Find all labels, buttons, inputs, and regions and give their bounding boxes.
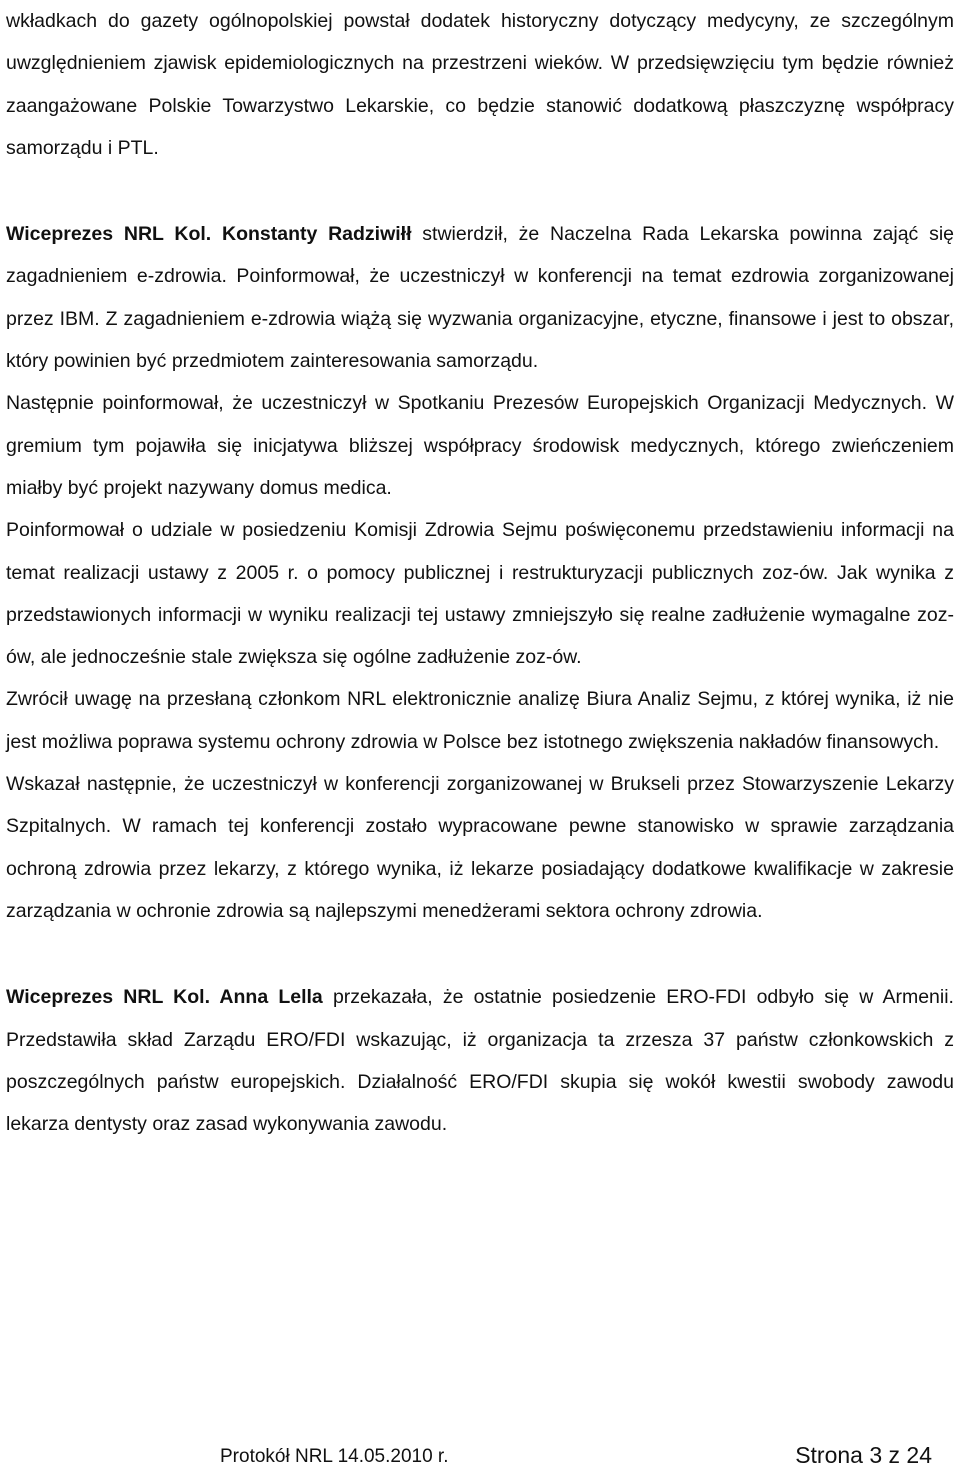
paragraph-3 (6, 382, 954, 509)
paragraph-7 (6, 976, 954, 1145)
paragraph-2-text: stwierdził, że Naczelna Rada Lekarska powinna zająć się zagadnieniem e-zdrowia. Poinformował, że uczestniczył w konferencji na temat ezdrowia zorganizowanej przez IBM. Z zagadnieniem e-zdrowia wiążą się wyzwania organizacyjne, etyczne, finansowe i jest to obszar, który powinien być przedmiotem zainteresowania samorządu. (6, 223, 954, 373)
paragraph-7-text: przekazała, że ostatnie posiedzenie ERO-FDI odbyło się w Armenii. Przedstawiła skład Zarządu ERO/FDI wskazując, iż organizacja ta zrzesza 37 państw członkowskich z poszczególnych państw europejskich. Działalność ERO/FDI skupia się wokół kwestii swobody zawodu lekarza dentysty oraz zasad wykonywania zawodu. (6, 986, 954, 1136)
paragraph-5 (6, 678, 954, 763)
paragraph-1 (6, 0, 954, 169)
document-page (6, 0, 954, 1145)
paragraph-4-text: Poinformował o udziale w posiedzeniu Komisji Zdrowia Sejmu poświęconemu przedstawieniu informacji na temat realizacji ustawy z 2005 r. o pomocy publicznej i restrukturyzacji publicznych zoz-ów. Jak wynika z przedstawionych informacji w wyniku realizacji tej ustawy zmniejszyło się realne zadłużenie wymagalne zoz-ów, ale jednocześnie stale zwiększa się ogólne zadłużenie zoz-ów. (6, 519, 954, 669)
paragraph-6 (6, 763, 954, 932)
footer-page-number: Strona 3 z 24 (795, 1442, 932, 1468)
paragraph-2 (6, 213, 954, 382)
paragraph-7-lead: Wiceprezes NRL Kol. Anna Lella (6, 986, 323, 1009)
paragraph-4 (6, 509, 954, 678)
paragraph-5-text: Zwrócił uwagę na przesłaną członkom NRL elektronicznie analizę Biura Analiz Sejmu, z której wynika, iż nie jest możliwa poprawa systemu ochrony zdrowia w Polsce bez istotnego zwiększenia nakładów finansowych. (6, 688, 954, 753)
paragraph-2-lead: Wiceprezes NRL Kol. Konstanty Radziwiłł (6, 223, 412, 246)
footer-protocol-label: Protokół NRL 14.05.2010 r. (220, 1446, 449, 1467)
paragraph-6-text: Wskazał następnie, że uczestniczył w konferencji zorganizowanej w Brukseli przez Stowarzyszenie Lekarzy Szpitalnych. W ramach tej konferencji zostało wypracowane pewne stanowisko w sprawie zarządzania ochroną zdrowia przez lekarzy, z którego wynika, iż lekarze posiadający dodatkowe kwalifikacje w zakresie zarządzania w ochronie zdrowia są najlepszymi menedżerami sektora ochrony zdrowia. (6, 773, 954, 922)
page-footer (220, 1438, 932, 1472)
paragraph-3-text: Następnie poinformował, że uczestniczył w Spotkaniu Prezesów Europejskich Organizacji Medycznych. W gremium tym pojawiła się inicjatywa bliższej współpracy środowisk medycznych, którego zwieńczeniem miałby być projekt nazywany domus medica. (6, 392, 954, 499)
paragraph-1-text: wkładkach do gazety ogólnopolskiej powstał dodatek historyczny dotyczący medycyny, ze szczególnym uwzględnieniem zjawisk epidemiologicznych na przestrzeni wieków. W przedsięwzięciu tym będzie również zaangażowane Polskie Towarzystwo Lekarskie, co będzie stanowić dodatkową płaszczyznę współpracy samorządu i PTL. (6, 10, 954, 159)
